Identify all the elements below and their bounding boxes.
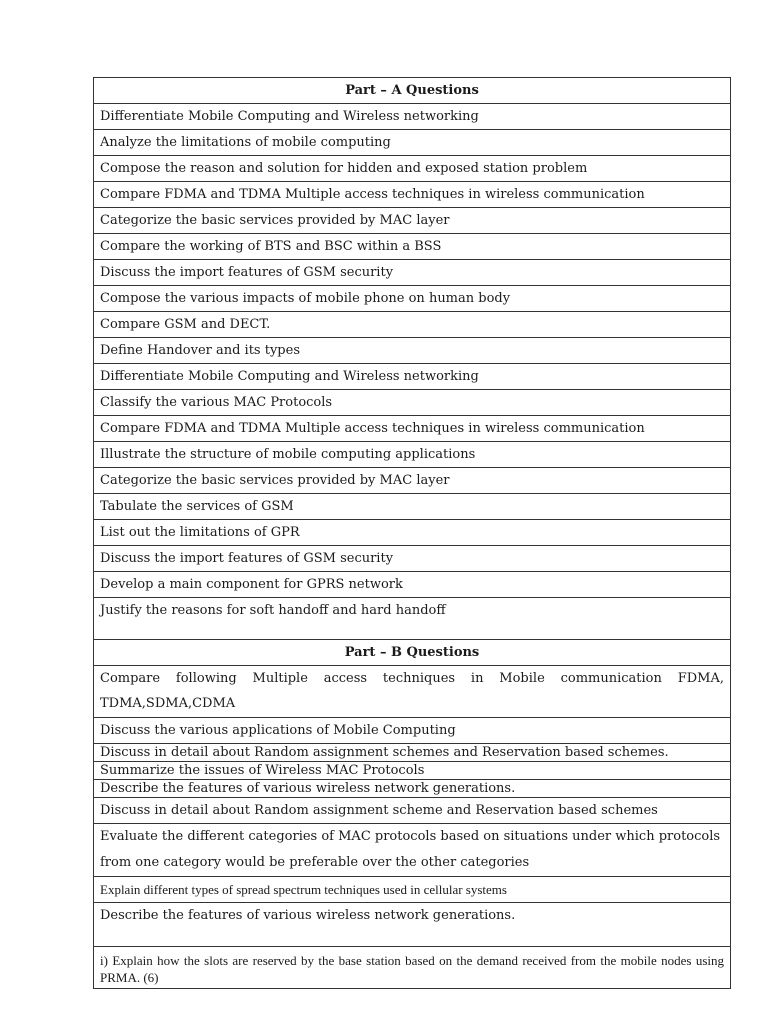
part-a-question: Compare FDMA and TDMA Multiple access techniques in wireless communication	[94, 416, 731, 442]
part-a-question: Discuss the import features of GSM security	[94, 546, 731, 572]
part-a-question: Compare the working of BTS and BSC within a BSS	[94, 234, 731, 260]
part-b-question-line: Compare following Multiple access techniques in Mobile communication FDMA,	[100, 671, 724, 686]
part-b-question: Describe the features of various wireless network generations.	[94, 780, 731, 798]
part-a-question: Categorize the basic services provided by MAC layer	[94, 468, 731, 494]
part-a-question: Differentiate Mobile Computing and Wireless networking	[94, 104, 731, 130]
part-a-question: Categorize the basic services provided by MAC layer	[94, 208, 731, 234]
part-a-question: Analyze the limitations of mobile computing	[94, 130, 731, 156]
part-b-question	[94, 666, 731, 718]
part-a-question: Discuss the import features of GSM security	[94, 260, 731, 286]
part-a-question: Compose the various impacts of mobile phone on human body	[94, 286, 731, 312]
part-b-question-line: TDMA,SDMA,CDMA	[100, 696, 236, 711]
part-b-question: Discuss the various applications of Mobile Computing	[94, 718, 731, 744]
part-a-question: Define Handover and its types	[94, 338, 731, 364]
part-b-heading: Part – B Questions	[94, 640, 731, 666]
part-a-question: Tabulate the services of GSM	[94, 494, 731, 520]
part-a-question: List out the limitations of GPR	[94, 520, 731, 546]
part-b-question: Summarize the issues of Wireless MAC Protocols	[94, 762, 731, 780]
part-a-question: Illustrate the structure of mobile computing applications	[94, 442, 731, 468]
part-a-question: Classify the various MAC Protocols	[94, 390, 731, 416]
part-a-question: Compare GSM and DECT.	[94, 312, 731, 338]
part-b-question: Explain different types of spread spectrum techniques used in cellular systems	[94, 877, 731, 903]
part-a-question: Justify the reasons for soft handoff and hard handoff	[94, 598, 731, 640]
part-a-question: Compare FDMA and TDMA Multiple access techniques in wireless communication	[94, 182, 731, 208]
part-a-question: Develop a main component for GPRS network	[94, 572, 731, 598]
part-b-question: Evaluate the different categories of MAC protocols based on situations under which protocols from one category would be preferable over the other categories	[94, 824, 731, 877]
part-a-question: Compose the reason and solution for hidden and exposed station problem	[94, 156, 731, 182]
part-b-question: i) Explain how the slots are reserved by the base station based on the demand received from the mobile nodes using PRMA. (6)	[94, 947, 731, 989]
part-a-heading: Part – A Questions	[94, 78, 731, 104]
part-b-question: Discuss in detail about Random assignment schemes and Reservation based schemes.	[94, 744, 731, 762]
part-b-question: Discuss in detail about Random assignment scheme and Reservation based schemes	[94, 798, 731, 824]
part-b-question: Describe the features of various wireless network generations.	[94, 903, 731, 947]
question-table	[93, 77, 731, 989]
part-a-question: Differentiate Mobile Computing and Wireless networking	[94, 364, 731, 390]
